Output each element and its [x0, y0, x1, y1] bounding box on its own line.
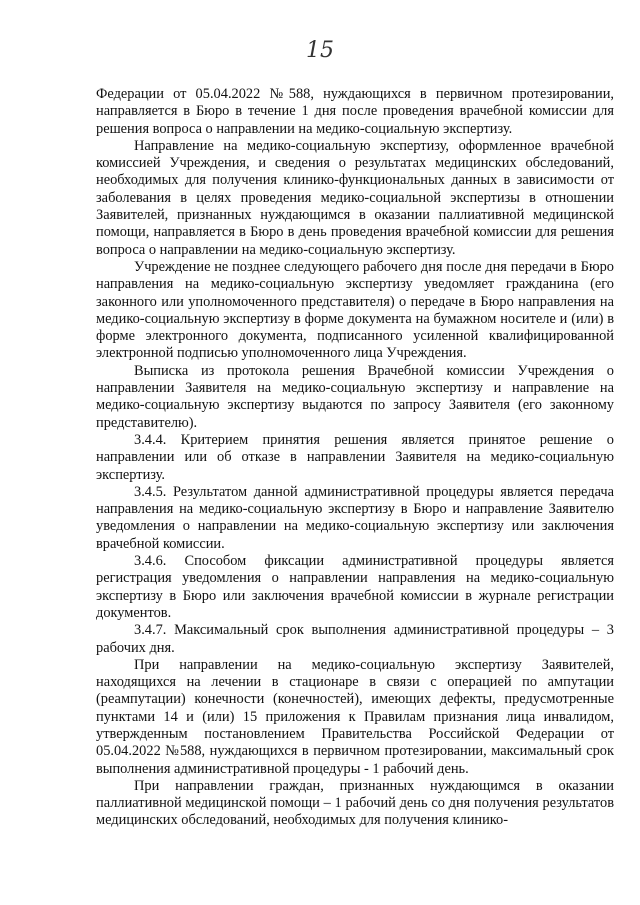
page-number: 15 — [306, 38, 334, 63]
paragraph-continuation: Федерации от 05.04.2022 №588, нуждающихся в первичном протезировании, направляется в Бюро в течение 1 дня после проведения врачебной комиссии для решения вопроса о направлении на медико-социальную экспертизу. — [96, 86, 614, 137]
paragraph-3-4-4: 3.4.4. Критерием принятия решения является принятое решение о направлении или об отказе в направлении Заявителя на медико-социальную экспертизу. — [96, 431, 614, 483]
document-body — [96, 86, 614, 830]
paragraph-3-4-6: 3.4.6. Способом фиксации административной процедуры является регистрация уведомления о направлении направления на медико-социальную экспертизу в Бюро или заключения врачебной комиссии в журнале регистрации документов. — [96, 553, 614, 621]
paragraph-palliative-term: При направлении граждан, признанных нуждающимся в оказании паллиативной медицинской помощи – 1 рабочий день со дня получения результатов медицинских обследований, необходимых для получения клинико- — [96, 777, 614, 829]
paragraph-protocol-extract: Выписка из протокола решения Врачебной комиссии Учреждения о направлении Заявителя на медико-социальную экспертизу и направление на медико-социальную экспертизу выдаются по запросу Заявителя (его законному представителю). — [96, 362, 614, 431]
paragraph-3-4-5: 3.4.5. Результатом данной административной процедуры является передача направления на медико-социальную экспертизу в Бюро и направление Заявителю уведомления о направлении на медико-социальную экспертизу или заключения врачебной комиссии. — [96, 483, 614, 552]
paragraph-3-4-7: 3.4.7. Максимальный срок выполнения административной процедуры – 3 рабочих дня. — [96, 622, 614, 656]
paragraph-institution-notification: Учреждение не позднее следующего рабочего дня после дня передачи в Бюро направления на медико-социальную экспертизу уведомляет гражданина (его законного или уполномоченного представителя) о передаче в Бюро направления на медико-социальную экспертизу в форме документа на бумажном носителе и (или) в форме электронного документа, подписанного усиленной квалифицированной электронной подписью уполномоченного лица Учреждения. — [96, 258, 614, 362]
paragraph-amputation-term: При направлении на медико-социальную экспертизу Заявителей, находящихся на лечении в стационаре в связи с операцией по ампутации (реампутации) конечности (конечностей), имеющих дефекты, предусмотренные пунктами 14 и (или) 15 приложения к Правилам признания лица инвалидом, утвержденным постановлением Правительства Российской Федерации от 05.04.2022 №588, нуждающихся в первичном протезировании, максимальный срок выполнения административной процедуры - 1 рабочий день. — [96, 656, 614, 777]
paragraph-referral-commission: Направление на медико-социальную экспертизу, оформленное врачебной комиссией Учреждения, и сведения о результатах медицинских обследований, необходимых для получения клинико-функциональных данных в зависимости от заболевания в целях проведения медико-социальной экспертизы в отношении Заявителей, признанных нуждающимся в оказании паллиативной медицинской помощи, направляется в Бюро в день проведения врачебной комиссии для решения вопроса о направлении на медико-социальную экспертизу. — [96, 137, 614, 258]
